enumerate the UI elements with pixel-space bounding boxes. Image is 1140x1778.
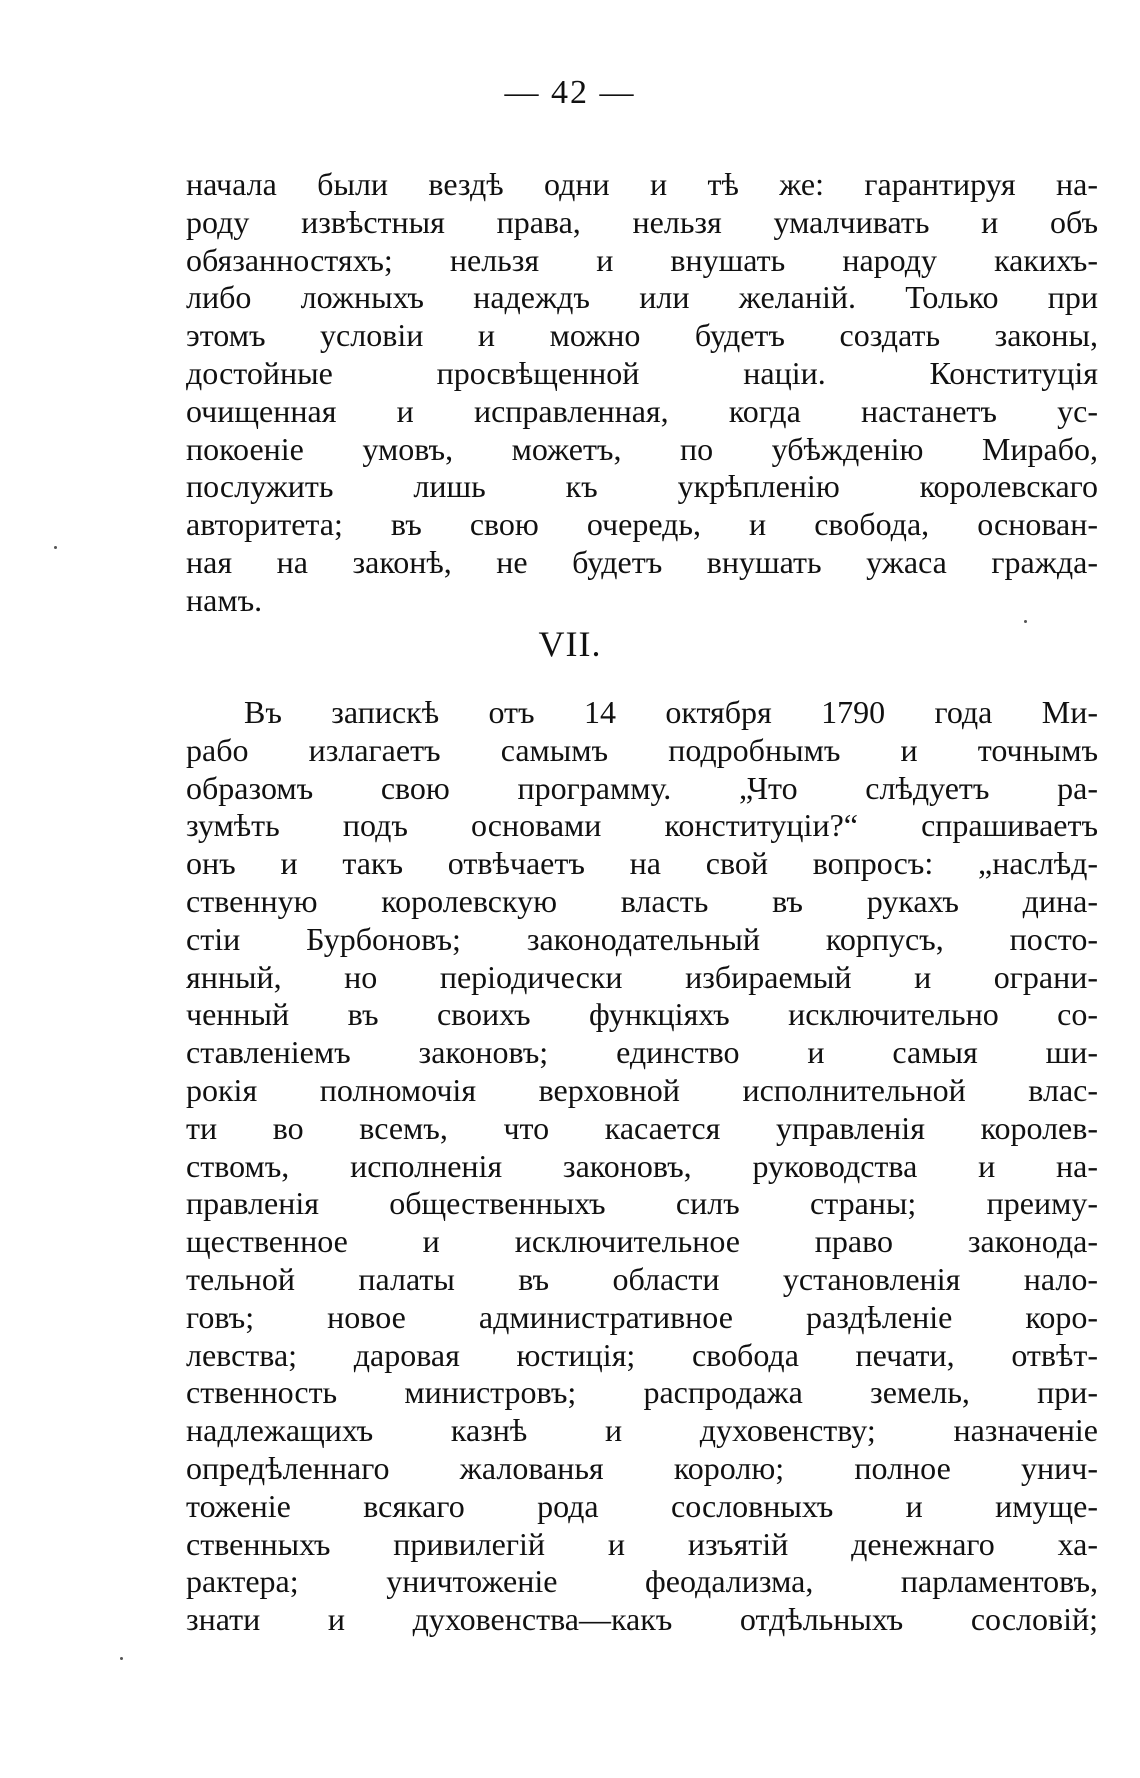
- paragraph-2-line: янный, но періодически избираемый и ограни-: [186, 958, 1098, 995]
- paragraph-2-line: рокія полномочія верховной исполнительной влас-: [186, 1071, 1098, 1108]
- paragraph-2-line: тельной палаты въ области установленія нало-: [186, 1260, 1098, 1297]
- paragraph-1-line: начала были вездѣ одни и тѣ же: гарантируя на-: [186, 166, 1098, 202]
- paragraph-2-line: ственность министровъ; распродажа земель, при-: [186, 1374, 1098, 1411]
- print-speck: [120, 1657, 123, 1660]
- paragraph-2-line: левства; даровая юстиція; свобода печати, отвѣт-: [186, 1336, 1098, 1373]
- paragraph-2-line: знати и духовенства—какъ отдѣльныхъ сословій;: [186, 1601, 1098, 1638]
- paragraph-1-line: роду извѣстныя права, нельзя умалчивать и объ: [186, 203, 1098, 240]
- paragraph-2-line: ственныхъ привилегій и изъятій денежнаго ха-: [186, 1525, 1098, 1562]
- paragraph-2-line: ти во всемъ, что касается управленія королев-: [186, 1109, 1098, 1146]
- paragraph-1-line: этомъ условіи и можно будетъ создать законы,: [186, 317, 1098, 354]
- paragraph-2-line: рактера; уничтоженіе феодализма, парламентовъ,: [186, 1563, 1098, 1600]
- page-number: — 42 —: [504, 74, 636, 111]
- paragraph-1-line: обязанностяхъ; нельзя и внушать народу какихъ-: [186, 241, 1098, 278]
- paragraph-2-line: ставленіемъ законовъ; единство и самыя ши-: [186, 1034, 1098, 1071]
- section-heading: VII.: [538, 624, 602, 664]
- print-speck: [1024, 620, 1027, 623]
- print-speck: [54, 546, 57, 549]
- paragraph-1-line: покоеніе умовъ, можетъ, по убѣжденію Мирабо,: [186, 430, 1098, 467]
- paragraph-2-line: ченный въ своихъ функціяхъ исключительно со-: [186, 996, 1098, 1033]
- paragraph-2-line: ственную королевскую власть въ рукахъ дина-: [186, 882, 1098, 919]
- paragraph-2-line: щественное и исключительное право законода-: [186, 1223, 1098, 1260]
- paragraph-1-line: намъ.: [186, 581, 263, 618]
- paragraph-1-line: либо ложныхъ надеждъ или желаній. Только при: [186, 279, 1098, 316]
- paragraph-2-line: надлежащихъ казнѣ и духовенству; назначеніе: [186, 1412, 1098, 1449]
- paragraph-2-line: рабо излагаетъ самымъ подробнымъ и точнымъ: [186, 731, 1098, 768]
- paragraph-2-line: правленія общественныхъ силъ страны; преиму-: [186, 1185, 1098, 1222]
- paragraph-2-line: говъ; новое административное раздѣленіе коро-: [186, 1298, 1098, 1335]
- paragraph-1-line: ная на законѣ, не будетъ внушать ужаса гражда-: [186, 543, 1098, 580]
- paragraph-2-line: тоженіе всякаго рода сословныхъ и имуще-: [186, 1487, 1098, 1524]
- paragraph-2-line: опредѣленнаго жалованья королю; полное унич-: [186, 1449, 1098, 1486]
- paragraph-1-line: достойные просвѣщенной націи. Конституція: [186, 354, 1098, 391]
- paragraph-2-line: зумѣть подъ основами конституціи?“ спрашиваетъ: [186, 807, 1098, 844]
- paragraph-1-line: послужить лишь къ укрѣпленію королевскаго: [186, 468, 1098, 505]
- paragraph-1-line: очищенная и исправленная, когда настанетъ ус-: [186, 392, 1098, 429]
- paragraph-2-line: ствомъ, исполненія законовъ, руководства и на-: [186, 1147, 1098, 1184]
- paragraph-2-line: Въ запискѣ отъ 14 октября 1790 года Ми-: [244, 694, 1098, 730]
- paragraph-1-line: авторитета; въ свою очередь, и свобода, основан-: [186, 506, 1098, 543]
- paragraph-2: [186, 694, 1098, 1639]
- paragraph-1: [186, 166, 1098, 620]
- paragraph-2-line: онъ и такъ отвѣчаетъ на свой вопросъ: „наслѣд-: [186, 845, 1098, 882]
- paragraph-2-line: стіи Бурбоновъ; законодательный корпусъ, посто-: [186, 920, 1098, 957]
- paragraph-2-line: образомъ свою программу. „Что слѣдуетъ ра-: [186, 769, 1098, 806]
